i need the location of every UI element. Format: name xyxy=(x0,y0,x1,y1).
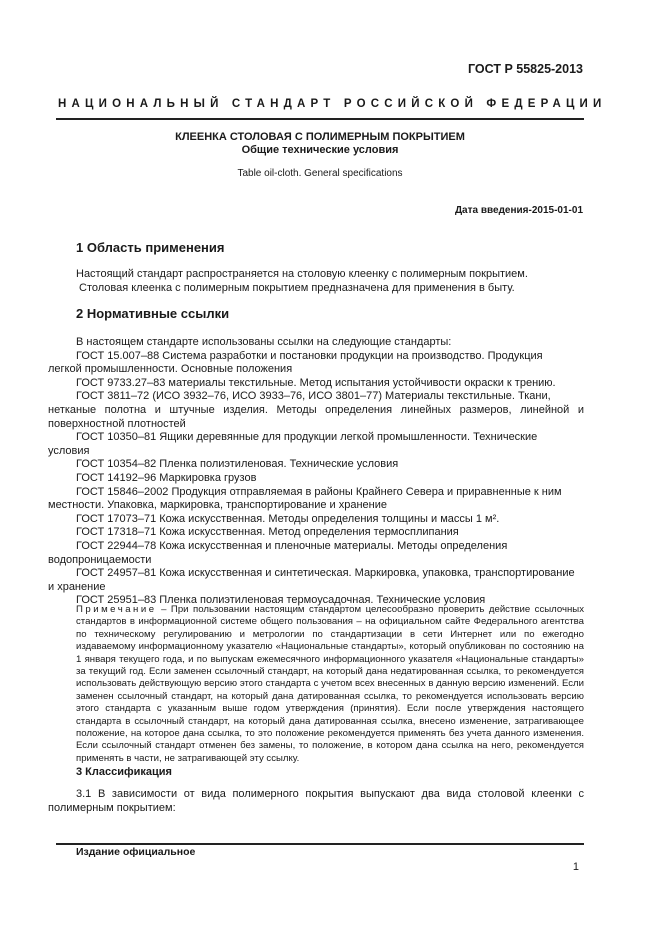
section-1-paragraph: Настоящий стандарт распространяется на столовую клеенку с полимерным покрытием. xyxy=(76,268,528,280)
reference-item xyxy=(48,567,584,594)
reference-first-line: ГОСТ 10354–82 Пленка полиэтиленовая. Технические условия xyxy=(76,458,399,471)
section-1-body xyxy=(76,268,584,295)
reference-first-line: ГОСТ 15846–2002 Продукция отправляемая в районы Крайнего Севера и приравненные к ним xyxy=(76,485,562,498)
reference-first-line: ГОСТ 15.007–88 Система разработки и постановки продукции на производство. Продукция xyxy=(76,349,543,362)
reference-first-line: ГОСТ 25951–83 Пленка полиэтиленовая термоусадочная. Технические условия xyxy=(76,594,486,607)
reference-continuation: условия xyxy=(48,444,90,457)
references-list xyxy=(48,336,584,608)
reference-first-line: ГОСТ 9733.27–83 материалы текстильные. Метод испытания устойчивости окраски к трению. xyxy=(76,376,556,389)
reference-item xyxy=(48,390,584,431)
document-title: КЛЕЕНКА СТОЛОВАЯ С ПОЛИМЕРНЫМ ПОКРЫТИЕМ xyxy=(175,131,465,143)
reference-first-line: ГОСТ 10350–81 Ящики деревянные для продукции легкой промышленности. Технические xyxy=(76,431,538,444)
page-number: 1 xyxy=(572,861,579,873)
reference-first-line: ГОСТ 14192–96 Маркировка грузов xyxy=(76,471,257,484)
document-subtitle: Общие технические условия xyxy=(241,144,399,156)
official-edition-label: Издание официальное xyxy=(76,846,196,858)
reference-first-line: ГОСТ 3811–72 (ИСО 3932–76, ИСО 3933–76, ИСО 3801–77) Материалы текстильные. Ткани, xyxy=(76,390,551,403)
reference-item xyxy=(76,458,584,472)
reference-first-line: ГОСТ 17318–71 Кожа искусственная. Метод определения термосплипания xyxy=(76,526,459,539)
reference-item xyxy=(76,526,584,540)
references-intro: В настоящем стандарте использованы ссылки на следующие стандарты: xyxy=(76,336,452,348)
section-1-paragraph: Столовая клеенка с полимерным покрытием предназначена для применения в быту. xyxy=(79,281,515,294)
reference-continuation: водопроницаемости xyxy=(48,553,152,566)
section-1-heading: 1 Область применения xyxy=(76,240,225,255)
reference-continuation: местности. Упаковка, маркировка, транспортирование и хранение xyxy=(48,499,387,512)
reference-item xyxy=(48,539,584,567)
standard-code: ГОСТ Р 55825-2013 xyxy=(467,62,583,76)
reference-first-line: ГОСТ 17073–71 Кожа искусственная. Методы определения толщины и массы 1 м². xyxy=(76,512,500,525)
reference-first-line: ГОСТ 22944–78 Кожа искусственная и пленочные материалы. Методы определения xyxy=(76,539,508,552)
header-rule xyxy=(56,118,584,120)
section-3-heading: 3 Классификация xyxy=(76,766,172,778)
note-label: Примечание xyxy=(76,604,157,615)
reference-continuation: легкой промышленности. Основные положения xyxy=(48,363,293,376)
reference-continuation: нетканые полотна и штучные изделия. Методы определения линейных размеров, линейной и поверхностной плотностей xyxy=(48,403,584,430)
english-title: Table oil-cloth. General specifications xyxy=(237,168,403,179)
note-block xyxy=(76,604,584,765)
national-standard-banner: НАЦИОНАЛЬНЫЙ СТАНДАРТ РОССИЙСКОЙ ФЕДЕРАЦИИ xyxy=(58,98,607,110)
effective-date: Дата введения-2015-01-01 xyxy=(454,205,583,216)
footer-rule xyxy=(56,843,584,845)
reference-first-line: ГОСТ 24957–81 Кожа искусственная и синтетическая. Маркировка, упаковка, транспортирование xyxy=(76,567,575,580)
reference-item xyxy=(76,377,584,391)
reference-continuation: и хранение xyxy=(48,580,106,593)
reference-item xyxy=(76,472,584,486)
reference-item xyxy=(48,349,584,377)
reference-item xyxy=(48,485,584,513)
reference-item xyxy=(48,431,584,458)
section-2-heading: 2 Нормативные ссылки xyxy=(76,306,230,321)
section-3-body xyxy=(48,788,584,815)
note-text: – При пользовании настоящим стандартом целесообразно проверить действие ссылочных стандартов в информационной системе общего пользования – на официальном сайте Федерального агентства по техническому регулированию и метрологии по стандартизации в сети Интернет или по ежегодно издаваемому информационному указателю «Национальные стандарты», который опубликован по состоянию на 1 января текущего года, и по выпускам ежемесячного информационного указателя «Национальные стандарты» за текущий год. Если заменен ссылочный стандарт, на который дана недатированная ссылка, то рекомендуется использовать действующую версию этого стандарта с учетом всех внесенных в данную версию изменений. Если заменен ссылочный стандарт, на который дана датированная ссылка, то рекомендуется использовать версию этого стандарта с указанным выше годом утверждения (принятия). Если после утверждения настоящего стандарта в ссылочный стандарт, на который дана датированная ссылка, внесено изменение, затрагивающее положение, на которое дана ссылка, то это положение рекомендуется применять без учета данного изменения. Если ссылочный стандарт отменен без замены, то положение, в котором дана ссылка на него, рекомендуется применять в части, не затрагивающей эту ссылку. xyxy=(76,604,584,764)
reference-item xyxy=(76,513,584,527)
section-3-paragraph: 3.1 В зависимости от вида полимерного покрытия выпускают два вида столовой клеенки с полимерным покрытием: xyxy=(48,788,584,814)
